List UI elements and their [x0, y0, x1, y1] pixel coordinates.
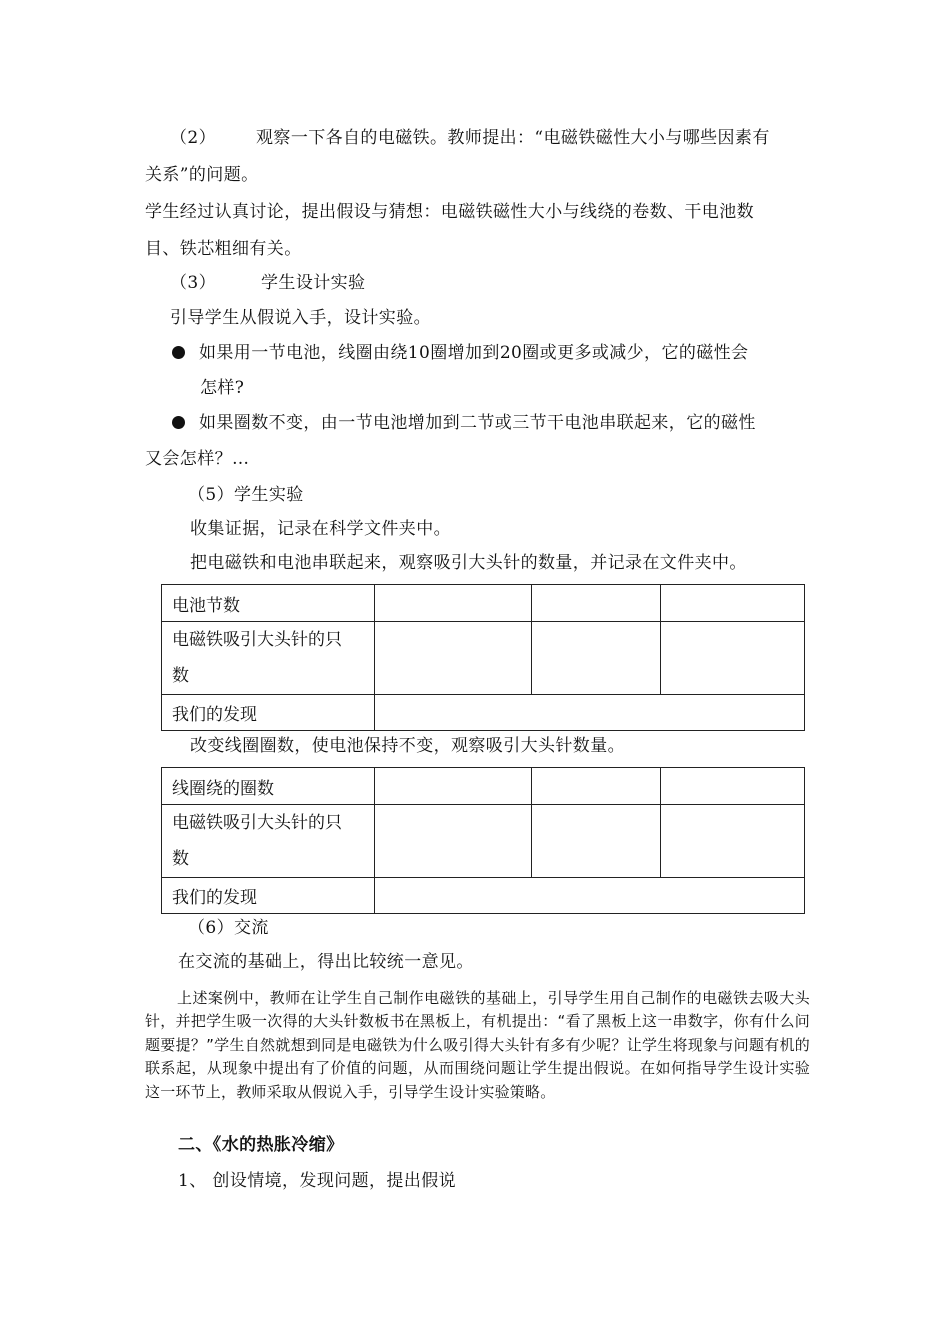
table-cell: [532, 622, 661, 695]
step2-label: （2） 观察一下各自的电磁铁。教师提出：“电磁铁磁性大小与哪些因素有: [170, 128, 770, 148]
pin-count-label: 电磁铁吸引大头针的只 数: [162, 622, 375, 695]
hypothesis-line-1: 学生经过认真讨论，提出假设与猜想：电磁铁磁性大小与线绕的卷数、干电池数: [145, 202, 754, 222]
bullet-item-2-continued: 又会怎样？…: [145, 449, 250, 469]
step2-continued: 关系”的问题。: [145, 165, 259, 185]
step3-label: （3） 学生设计实验: [170, 273, 366, 293]
pin-count-label: 电磁铁吸引大头针的只 数: [162, 805, 375, 878]
table-cell: [374, 585, 532, 622]
table-cell: [374, 805, 532, 878]
summary-paragraph: 上述案例中，教师在让学生自己制作电磁铁的基础上，引导学生用自己制作的电磁铁去吸大头针，并把学生吸一次得的大头针数板书在黑板上，有机提出：“看了黑板上这一串数字，你有什么问题要提？”学生自然就想到同是电磁铁为什么吸引得大头针有多有少呢？让学生将现象与问题有机的联系起，从现象中提出有了价值的问题，从而围绕问题让学生提出假说。在如何指导学生设计实验这一环节上，教师采取从假说入手，引导学生设计实验策略。: [145, 989, 810, 1101]
table-cell: [374, 768, 532, 805]
table-cell: [374, 622, 532, 695]
table-cell: [532, 585, 661, 622]
findings-cell: [374, 878, 804, 914]
battery-count-label: 电池节数: [162, 585, 375, 622]
table-cell: [661, 768, 805, 805]
hypothesis-line-2: 目、铁芯粗细有关。: [145, 239, 302, 259]
change-coil-text: 改变线圈圈数，使电池保持不变，观察吸引大头针数量。: [190, 736, 625, 756]
table-cell: [532, 768, 661, 805]
bullet-item-1-continued: 怎样?: [200, 378, 245, 398]
coil-turns-label: 线圈绕的圈数: [162, 768, 375, 805]
step6-label: （6）交流: [188, 918, 269, 938]
findings-label: 我们的发现: [162, 878, 375, 914]
table-cell: [661, 622, 805, 695]
bullet-item-2: 如果圈数不变，由一节电池增加到二节或三节干电池串联起来，它的磁性: [172, 412, 756, 434]
table-cell: [661, 805, 805, 878]
list-item-1: 1、 创设情境，发现问题，提出假说: [178, 1171, 457, 1191]
table-cell: [532, 805, 661, 878]
findings-label: 我们的发现: [162, 695, 375, 731]
bullet-icon: [172, 416, 185, 429]
step3-text: 学生设计实验: [261, 273, 366, 293]
consensus-text: 在交流的基础上，得出比较统一意见。: [178, 952, 474, 972]
step5-label: （5）学生实验: [188, 485, 304, 505]
table-cell: [661, 585, 805, 622]
section-heading-2: 二、《水的热胀冷缩》: [178, 1135, 344, 1155]
battery-table: [161, 584, 805, 731]
bullet-icon: [172, 346, 185, 359]
connect-text: 把电磁铁和电池串联起来，观察吸引大头针的数量，并记录在文件夹中。: [190, 553, 747, 573]
bullet-item-1: 如果用一节电池，线圈由绕10圈增加到20圈或更多或减少，它的磁性会: [172, 342, 748, 364]
coil-table: [161, 767, 805, 914]
findings-cell: [374, 695, 804, 731]
collect-text: 收集证据，记录在科学文件夹中。: [190, 519, 451, 539]
step2-text: 观察一下各自的电磁铁。教师提出：“电磁铁磁性大小与哪些因素有: [256, 128, 770, 148]
guide-text: 引导学生从假说入手，设计实验。: [170, 308, 431, 328]
